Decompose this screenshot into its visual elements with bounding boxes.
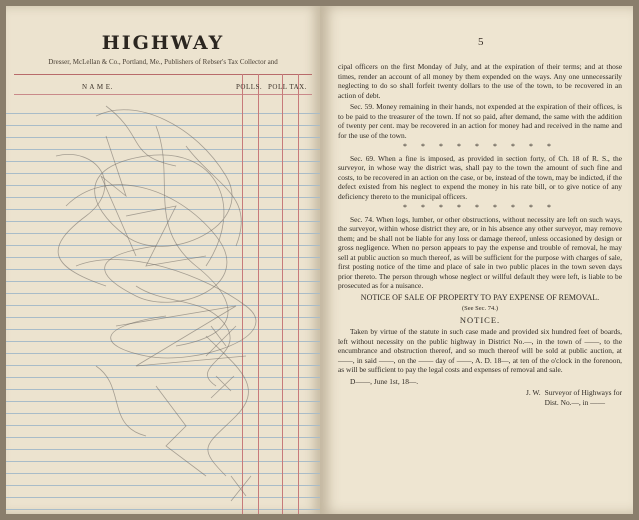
dateline: D——, June 1st, 18—. <box>350 376 419 386</box>
column-poll-tax: POLL TAX. <box>268 83 307 91</box>
paragraph-continuation: cipal officers on the first Monday of July, and at the expiration of their terms; and at those times, render an account of all money by them expended on the ways. Any one unnecessarily neglecting to do so shall forfeit twenty dollars to the use of the town, to be recovered in an action of debt. <box>338 62 622 100</box>
column-polls: POLLS. <box>236 83 263 91</box>
statute-text <box>338 62 622 407</box>
ledger-title: HIGHWAY <box>101 32 225 54</box>
paragraph-sec-59: Sec. 59. Money remaining in their hands, not expended at the expiration of their offices, is to be paid to the treasurer of the town. If not so paid, after demand, the same with the addition of twenty per cent. may be recovered in an action for money had and received in the name and for the use of the town. <box>338 102 622 140</box>
signature-lines <box>545 388 622 407</box>
signature-line-1: Surveyor of Highways for <box>544 388 622 397</box>
paragraph-sec-74: Sec. 74. When logs, lumber, or other obstructions, without necessity are left on such ways, the surveyor, within whose district they are, or in his absence any other surveyor, may remove them; and be shall not be liable for any loss or damage thereof, unless occasioned by design or gross negligence. When no person appears to pay the expense and trouble of removal, he may sell at public auction so much thereof, as will be sufficient for the purpose with charges of sale, first posting notice of the time and place of sale in two public places in the town seven days prior thereto. The person through whose neglect or willful default they were left, is liable to be prosecuted as for a nuisance. <box>338 214 622 290</box>
notice-title: NOTICE. <box>459 314 501 325</box>
section-divider-1: * * * * * * * * * <box>403 142 557 151</box>
signature-line-2: Dist. No.—, in —— <box>544 397 605 407</box>
signature-initials: J. W. <box>526 388 541 397</box>
section-divider-2: * * * * * * * * * <box>403 203 557 212</box>
column-name: N A M E. <box>82 83 113 91</box>
see-reference: (See Sec. 74.) <box>461 305 499 312</box>
notice-heading: NOTICE OF SALE OF PROPERTY TO PAY EXPENSE OF REMOVAL. <box>360 292 600 302</box>
paragraph-sec-69: Sec. 69. When a fine is imposed, as provided in section forty, of Ch. 18 of R. S., the surveyor, in whose way the district was, shall pay to the town the amount of such fine and costs, to be recovered in an action on the case, or be, instead of the town, may be indicted, if the defect existed from his neglect to expend the money in his rate bill, or to give notice of any deficiency thereto to the municipal officers. <box>338 153 622 201</box>
page-number: 5 <box>478 36 484 48</box>
left-page <box>6 6 320 514</box>
publisher-line: Dresser, McLellan & Co., Portland, Me., Publishers of Rebser's Tax Collector and <box>48 58 278 66</box>
signature-block <box>338 388 622 407</box>
notice-body: Taken by virtue of the statute in such case made and provided six hundred feet of boards, left without necessity on the public highway in District No.—, in the town of ——, to the encumbrance and obstruction thereof, and so much thereof will be sold at public auction, at ——, in said ——, on the —— day of ——, A. D. 18—, at ten of the o'clock in the forenoon, as will be sufficient to pay the legal costs and expenses of removal and sale. <box>338 327 622 374</box>
pencil-scribbles <box>6 6 320 514</box>
